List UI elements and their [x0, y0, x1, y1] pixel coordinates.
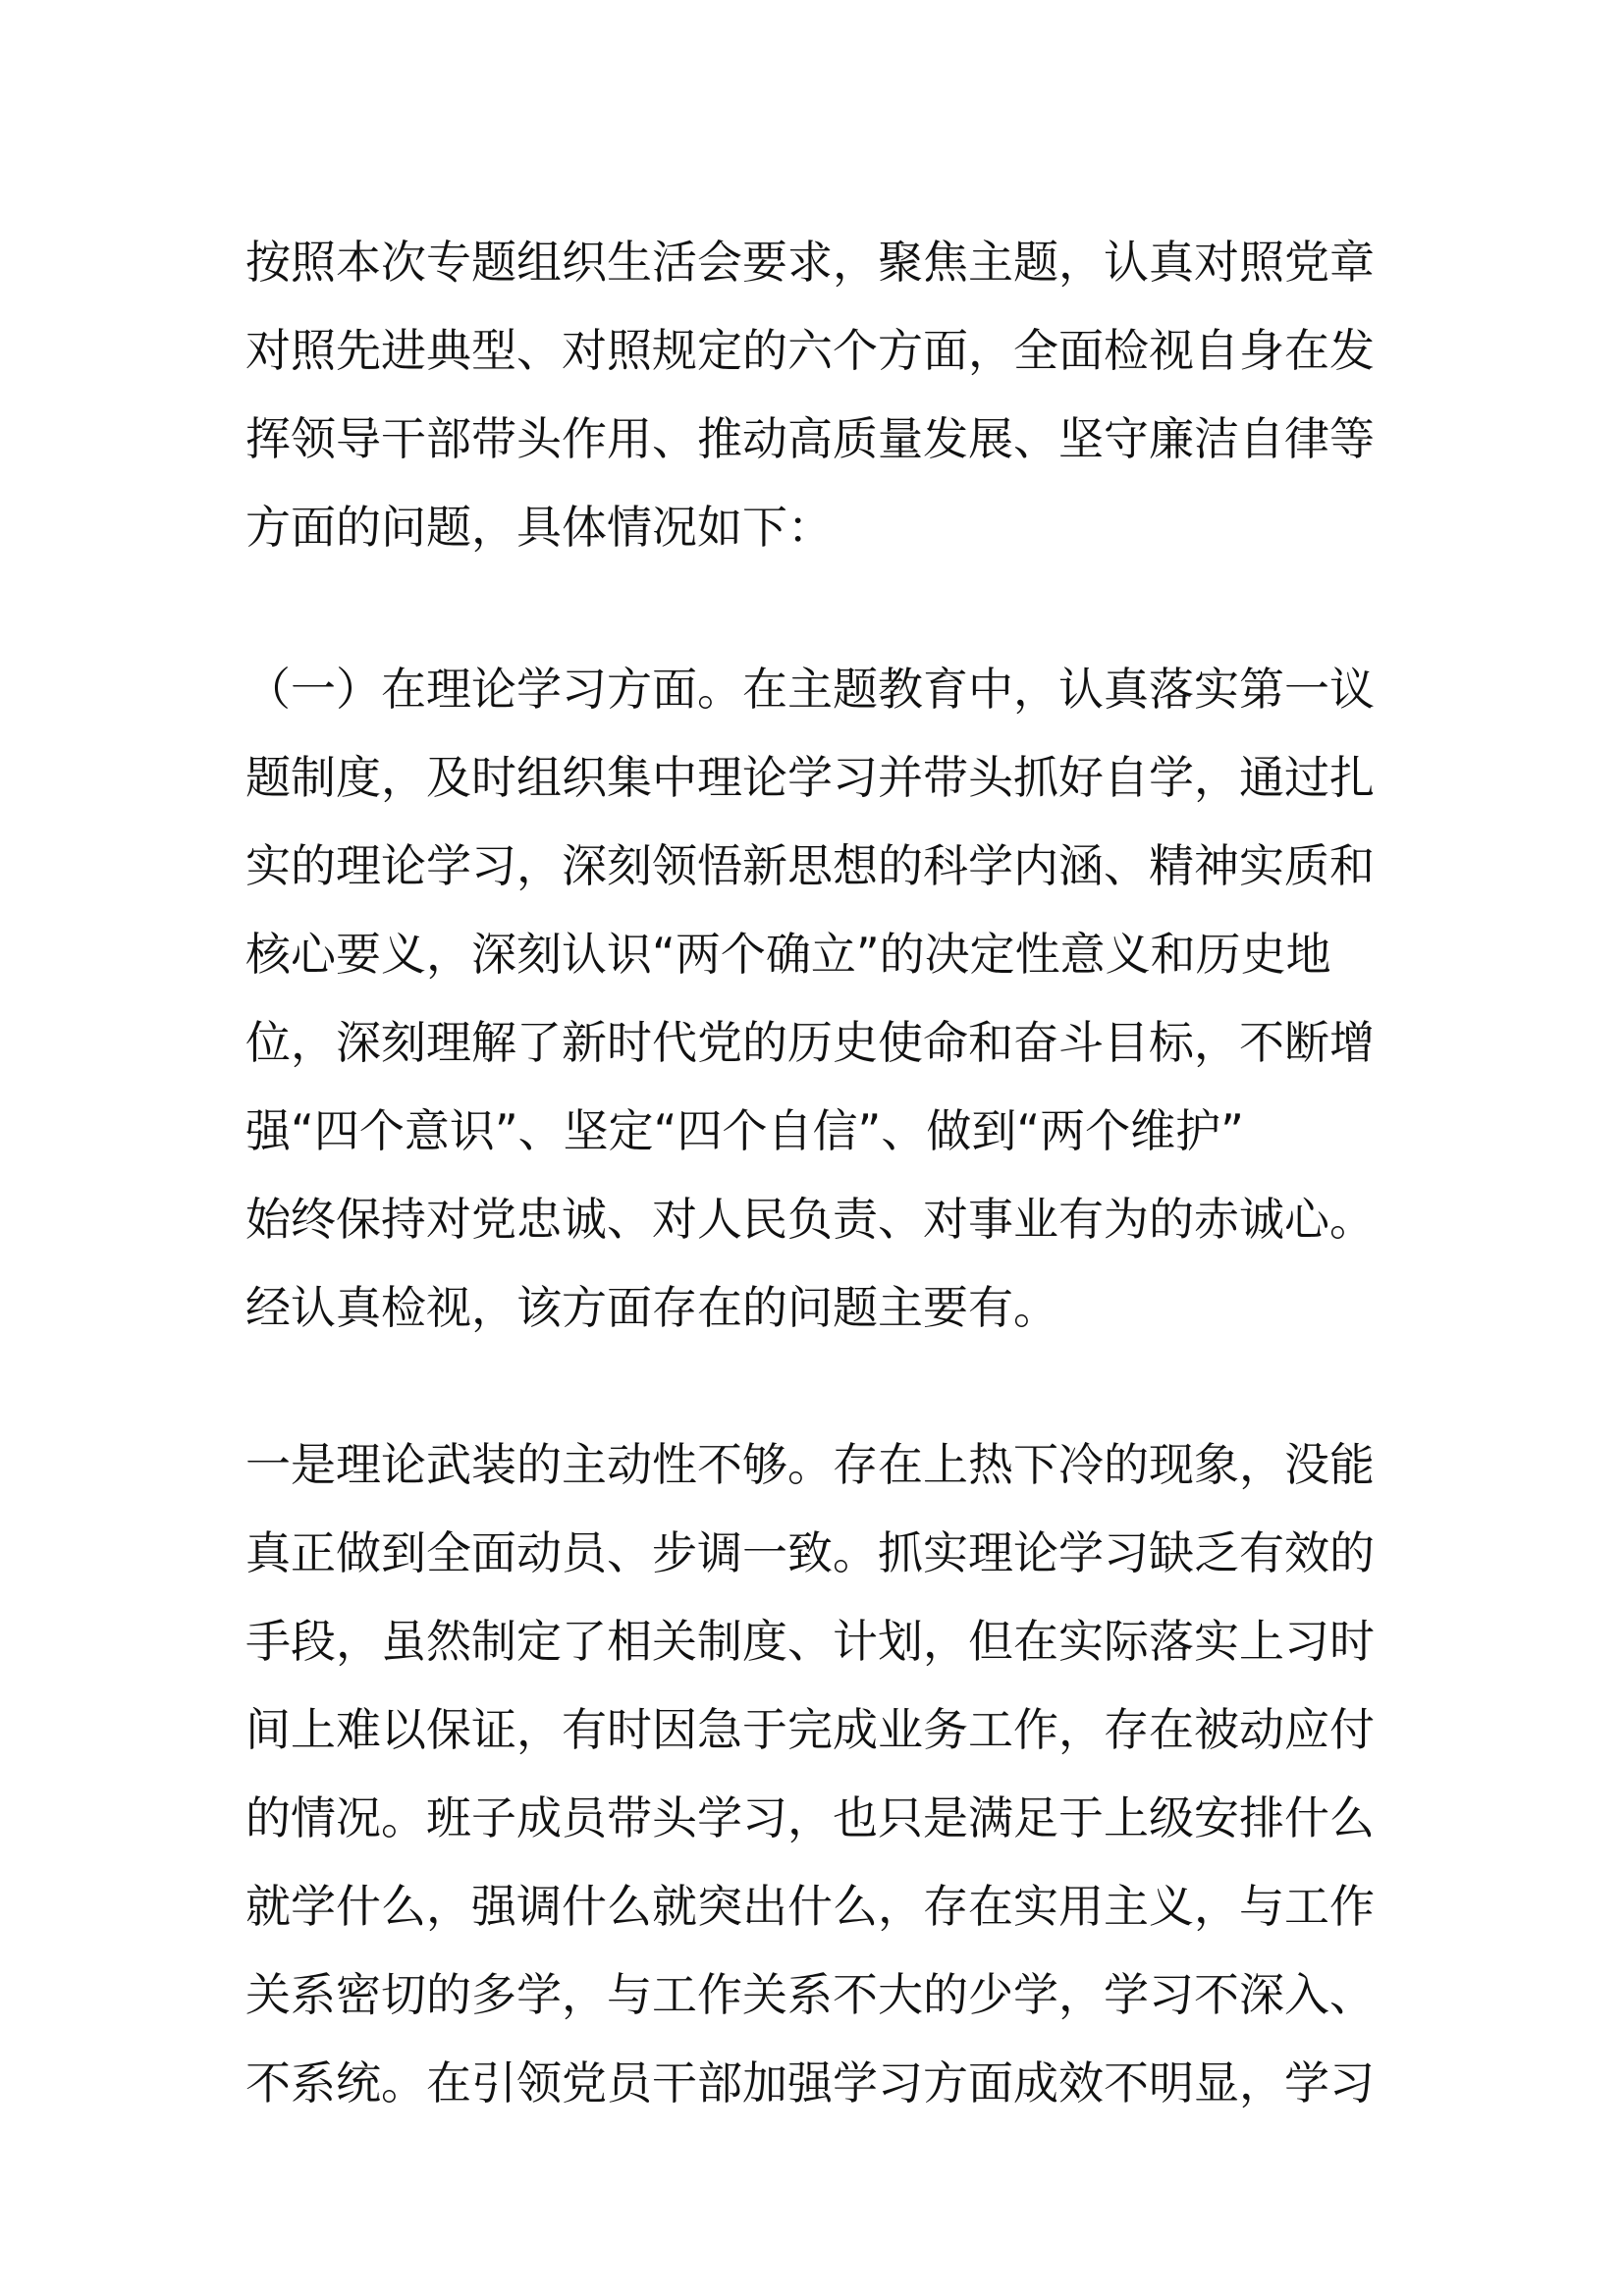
paragraph-theory-study: [245, 645, 1394, 1352]
text-line: 间上难以保证，有时因急于完成业务工作，存在被动应付: [245, 1703, 1375, 1756]
text-line: 挥领导干部带头作用、推动高质量发展、坚守廉洁自律等: [245, 412, 1375, 465]
text-line: 关系密切的多学，与工作关系不大的少学，学习不深入、: [245, 1968, 1375, 2021]
text-line: 位，深刻理解了新时代党的历史使命和奋斗目标，不断增: [245, 1016, 1375, 1069]
text-line: 的情况。班子成员带头学习，也只是满足于上级安排什么: [245, 1791, 1375, 1844]
text-line: 方面的问题，具体情况如下：: [245, 501, 833, 554]
text-line: 核心要义，深刻认识“两个确立”的决定性意义和历史地: [245, 928, 1331, 981]
paragraph-problem-one: [245, 1420, 1394, 2127]
text-line: 就学什么，强调什么就突出什么，存在实用主义，与工作: [245, 1880, 1375, 1933]
text-line: 题制度，及时组织集中理论学习并带头抓好自学，通过扎: [245, 751, 1375, 804]
text-line: 始终保持对党忠诚、对人民负责、对事业有为的赤诚心。: [245, 1193, 1375, 1246]
text-line: 对照先进典型、对照规定的六个方面，全面检视自身在发: [245, 324, 1375, 377]
text-line: 按照本次专题组织生活会要求，聚焦主题，认真对照党章: [245, 236, 1375, 289]
text-line: 经认真检视，该方面存在的问题主要有。: [245, 1281, 1058, 1334]
text-line: 不系统。在引领党员干部加强学习方面成效不明显，学习: [245, 2056, 1375, 2109]
paragraph-intro: [245, 218, 1394, 571]
text-line: 一是理论武装的主动性不够。存在上热下冷的现象，没能: [245, 1438, 1375, 1491]
text-line: 强“四个意识”、坚定“四个自信”、做到“两个维护”: [245, 1104, 1244, 1157]
text-line: 真正做到全面动员、步调一致。抓实理论学习缺乏有效的: [245, 1526, 1375, 1579]
text-line: 实的理论学习，深刻领悟新思想的科学内涵、精神实质和: [245, 839, 1375, 892]
text-line: （一）在理论学习方面。在主题教育中，认真落实第一议: [245, 663, 1375, 716]
text-line: 手段，虽然制定了相关制度、计划，但在实际落实上习时: [245, 1615, 1375, 1668]
